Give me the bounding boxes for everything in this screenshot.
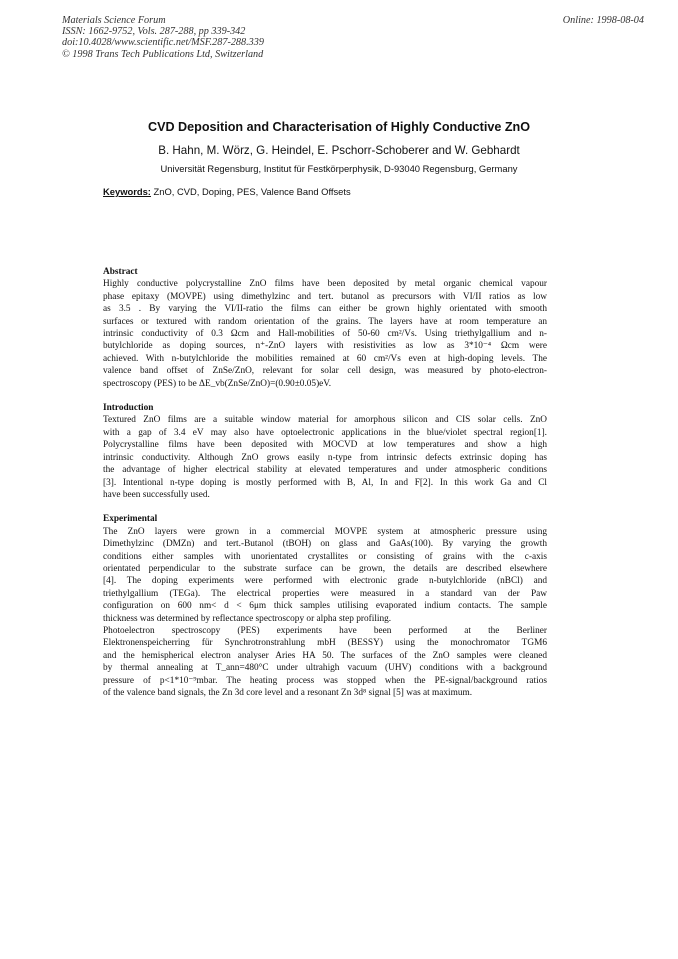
abstract-line: surfaces or textured with random orientation of the grains. The layers have at room temperature an [103, 316, 547, 327]
experimental-line: Photoelectron spectroscopy (PES) experiments have been performed at the Berliner [103, 625, 547, 636]
abstract-line: phase epitaxy (MOVPE) using dimethylzinc and tert. butanol as precursors with VI/II ratios as low [103, 291, 547, 302]
experimental-line: Dimethylzinc (DMZn) and tert.-Butanol (tBOH) on glass and GaAs(100). By varying the growth [103, 539, 547, 550]
journal-header [62, 15, 264, 60]
experimental-line: and the hemispherical electron analyser Aries HA 50. The surfaces of the ZnO samples were cleaned [103, 650, 547, 661]
experimental-line: configuration on 600 nm< d < 6μm thick samples utilising evaporated indium contacts. The sample [103, 601, 547, 612]
keywords-line [103, 186, 351, 197]
doi-line: doi:10.4028/www.scientific.net/MSF.287-288.339 [62, 37, 264, 49]
introduction-heading: Introduction [103, 403, 154, 414]
online-date: Online: 1998-08-04 [562, 15, 644, 26]
abstract-heading: Abstract [103, 267, 138, 277]
experimental-line: orientated perpendicular to the substrate surface can be grown, the details are described elsewhere [103, 563, 547, 574]
abstract-line: Highly conductive polycrystalline ZnO films have been deposited by metal organic chemical vapour [103, 279, 547, 290]
paper-body [103, 266, 547, 711]
abstract-line: spectroscopy (PES) to be ΔE_vb(ZnSe/ZnO)=(0.90±0.05)eV. [103, 378, 332, 389]
abstract-text [103, 278, 547, 390]
experimental-line: by thermal annealing at T_ann=480°C under ultrahigh vacuum (UHV) conditions with a background [103, 663, 547, 674]
authors-line: B. Hahn, M. Wörz, G. Heindel, E. Pschorr-Schoberer and W. Gebhardt [158, 144, 520, 157]
experimental-line: [4]. The doping experiments were performed with electronic grade n-butylchloride (nBCl) and [103, 576, 547, 587]
introduction-line: with a gap of 3.4 eV may also have optoelectronic applications in the blue/violet spectral region[1]. [103, 427, 547, 438]
copyright-line: © 1998 Trans Tech Publications Ltd, Switzerland [62, 48, 264, 60]
experimental-line: conditions either samples with unorientated crystallites or consisting of grains with the c-axis [103, 551, 547, 562]
experimental-text [103, 526, 547, 700]
experimental-line: of the valence band signals, the Zn 3d core level and a resonant Zn 3d⁸ signal [5] was at maximum. [103, 688, 473, 698]
keywords-label: Keywords: [103, 186, 151, 197]
experimental-line: thickness was determined by reflectance spectroscopy or alpha step profiling. [103, 613, 392, 624]
affiliation-line: Universität Regensburg, Institut für Festkörperphysik, D-93040 Regensburg, Germany [160, 163, 518, 174]
experimental-line: pressure of p<1*10⁻⁹mbar. The heating process was stopped when the PE-signal/background ratios [103, 675, 547, 686]
abstract-line: as 3.5 . By varying the VI/II-ratio the films can either be grown highly orientated with smooth [103, 304, 547, 315]
experimental-line: Elektronenspeicherring für Synchrotronstrahlung mbH (BESSY) using the monochromator TGM6 [103, 638, 547, 649]
introduction-section [103, 402, 547, 501]
keywords-list: ZnO, CVD, Doping, PES, Valence Band Offsets [150, 186, 351, 197]
introduction-line: intrinsic conductivity. Although ZnO grows easily n-type from intrinsic defects extrinsic doping has [103, 452, 547, 463]
experimental-line: The ZnO layers were grown in a commercial MOVPE system at atmospheric pressure using [103, 526, 547, 537]
issn-line: ISSN: 1662-9752, Vols. 287-288, pp 339-342 [62, 26, 246, 38]
introduction-line: [3]. Intentional n-type doping is mostly performed with B, Al, In and F[2]. In this work Ga and Cl [103, 477, 547, 488]
introduction-line: Textured ZnO films are a suitable window material for amorphous silicon and CIS solar cells. ZnO [103, 415, 547, 426]
paper-title: CVD Deposition and Characterisation of Highly Conductive ZnO [147, 120, 531, 134]
abstract-line: achieved. With n-butylchloride the mobilities remained at 60 cm²/Vs even at high-doping levels. The [103, 353, 547, 364]
experimental-heading: Experimental [103, 514, 158, 525]
experimental-line: triethylgallium (TEGa). The electrical properties were measured in a standard van der Paw [103, 588, 547, 599]
abstract-line: intrinsic conductivity of 0.3 Ωcm and Hall-mobilities of 50-60 cm²/Vs. Using triethylgallium and n- [103, 329, 547, 340]
introduction-line: the advantage of higher electrical stability at elevated temperatures and under atmospheric conditions [103, 465, 547, 476]
journal-name: Materials Science Forum [62, 15, 166, 26]
abstract-section [103, 266, 547, 390]
introduction-line: Polycrystalline films have been deposited with MOCVD at low temperatures and show a high [103, 440, 547, 451]
abstract-line: valence band offset of ZnSe/ZnO, relevant for solar cell design, was measured by photo-electron- [103, 366, 547, 377]
introduction-line: have been successfully used. [103, 489, 210, 500]
abstract-line: butylchloride as doping sources, n⁺-ZnO layers with resistivities as low as 3*10⁻⁴ Ωcm were [103, 341, 547, 352]
introduction-text [103, 414, 547, 501]
experimental-section [103, 513, 547, 699]
